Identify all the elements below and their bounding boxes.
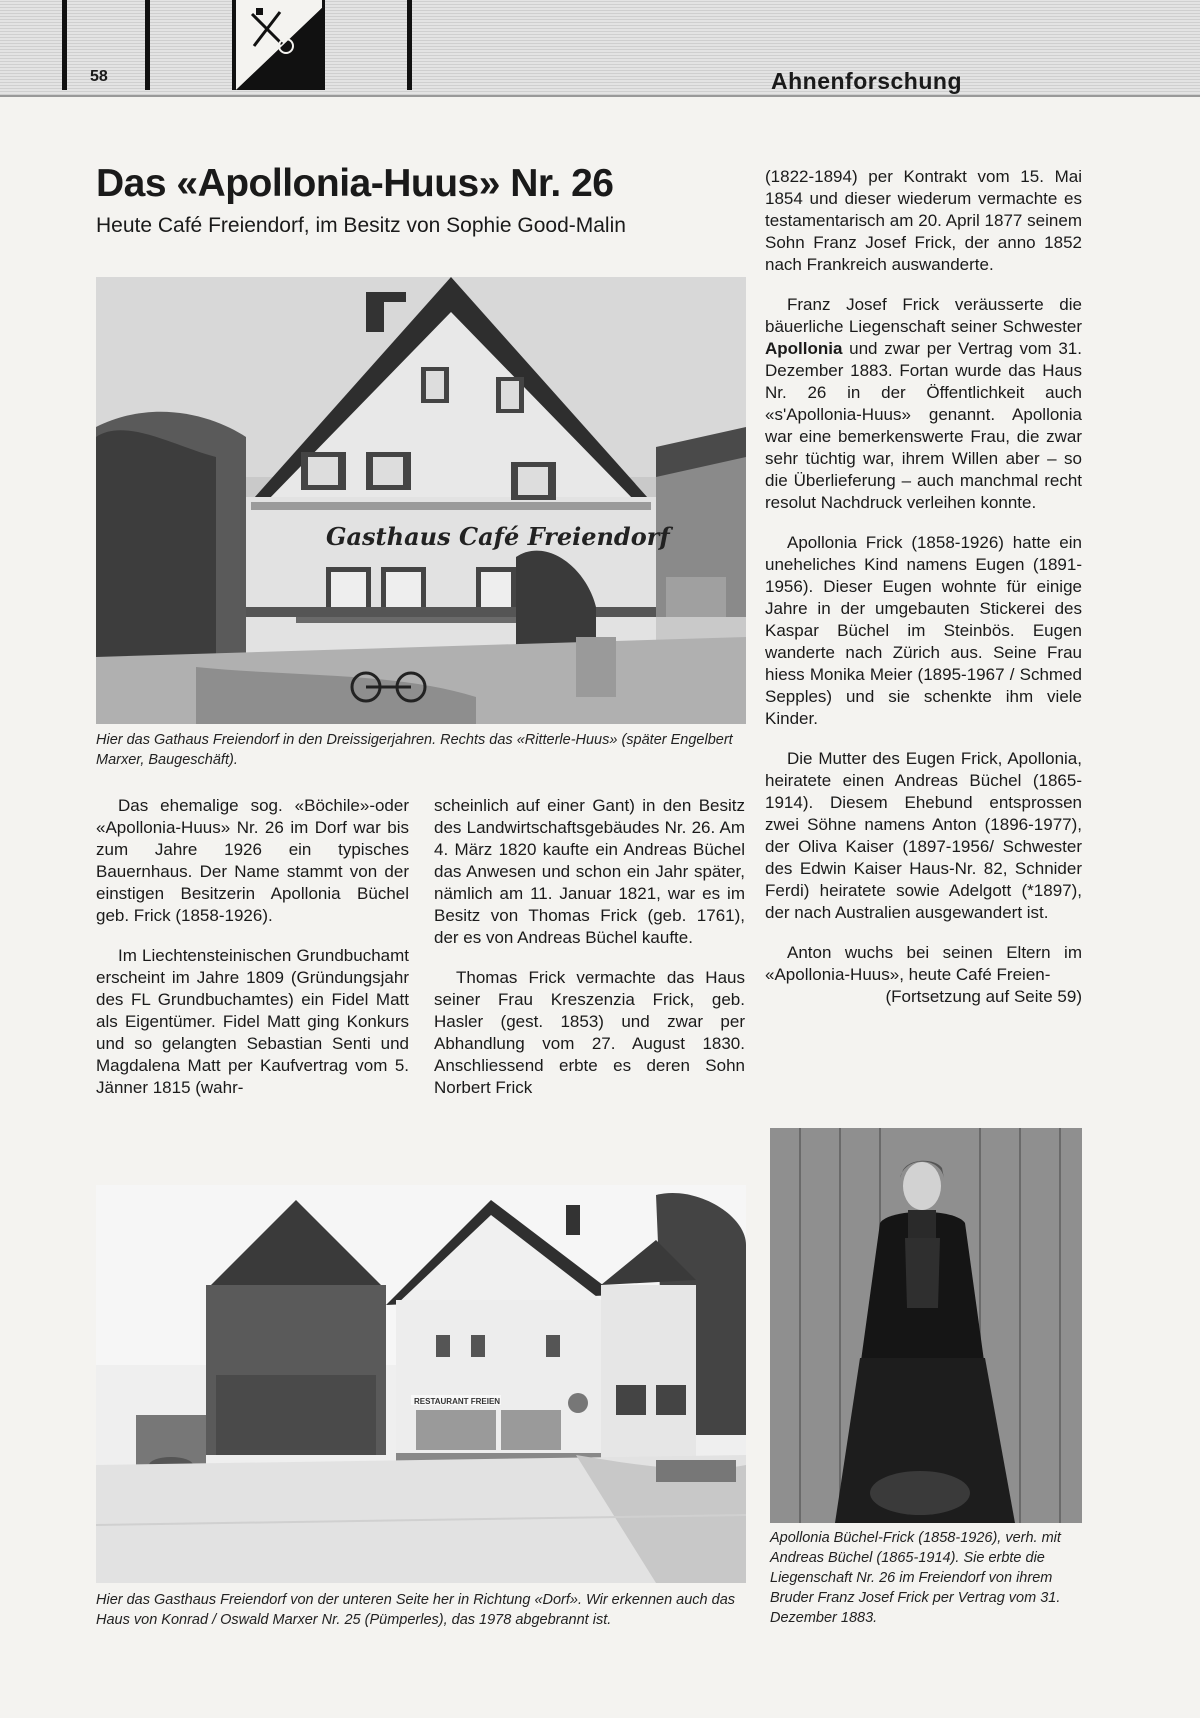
paragraph: Im Liechtensteinischen Grundbuchamt erscheint im Jahre 1809 (Gründungsjahr des FL Grundbuchamtes) ein Fidel Matt als Eigentümer. Fidel Matt ging Konkurs und so gelangten Sebastian Senti und Magdalena Matt per Kaufvertrag vom 5. Jänner 1815 (wahr-: [96, 946, 409, 1097]
paragraph: Die Mutter des Eugen Frick, Apollonia, heiratete einen Andreas Büchel (1865-1914). Diesem Ehebund entsprossen zwei Söhne namens Anton (1896-1977), der Oliva Kaiser (1897-1956/ Schwester des Edwin Kaiser Haus-Nr. 82, Schnider Ferdi) heiratete sowie Adelgott (*1897), der nach Australien ausgewandert ist.: [765, 749, 1082, 922]
text-run: Franz Josef Frick veräusserte die bäuerliche Liegenschaft seiner Schwester: [765, 295, 1082, 336]
text-run: und zwar per Vertrag vom 31. Dezember 1883. Fortan wurde das Haus Nr. 26 in der Öffentlichkeit auch «s'Apollonia-Huus» genannt. Apollonia war eine bemerkenswerte Frau, die zwar sehr tüchtig war, ihrem Willen aber – so die Überlieferung – auch manchmal recht resolut Nachdruck verleihen konnte.: [765, 339, 1082, 512]
section-title: Ahnenforschung: [771, 68, 962, 94]
header-rule: [62, 0, 67, 90]
page-subtitle: Heute Café Freiendorf, im Besitz von Sophie Good-Malin: [96, 214, 626, 237]
photo3-caption: Apollonia Büchel-Frick (1858-1926), verh. mit Andreas Büchel (1865-1914). Sie erbte die Liegenschaft Nr. 26 im Freiendorf von ihrem Bruder Franz Josef Frick per Vertrag vom 31. Dezember 1883.: [770, 1530, 1061, 1626]
paragraph: (1822-1894) per Kontrakt vom 15. Mai 1854 und dieser wiederum vermachte es testamentarisch am 20. April 1877 seinem Sohn Franz Josef Frick, der anno 1852 nach Frankreich auswanderte.: [765, 167, 1082, 274]
photo1-caption: Hier das Gathaus Freiendorf in den Dreissigerjahren. Rechts das «Ritterle-Huus» (später Engelbert Marxer, Baugeschäft).: [96, 732, 733, 768]
paragraph: Das ehemalige sog. «Böchile»-oder «Apollonia-Huus» Nr. 26 im Dorf war bis zum Jahre 1926 ein typisches Bauernhaus. Der Name stammt von der einstigen Besitzerin Apollonia Büchel geb. Frick (1858-1926).: [96, 796, 409, 925]
photo-apollonia-portrait: [770, 1128, 1082, 1523]
text-column-2: [434, 795, 745, 1099]
photo-gasthaus-1930s: [96, 277, 746, 724]
photo-gasthaus-street: [96, 1185, 746, 1583]
page-number: 58: [90, 68, 108, 85]
header-rule: [407, 0, 412, 90]
paragraph: Apollonia Frick (1858-1926) hatte ein uneheliches Kind namens Eugen (1891-1956). Dieser Eugen wohnte für einige Jahre in der umgebauten Stickerei des Kaspar Büchel im Steinbös. Eugen wanderte nach Zürich aus. Seine Frau hiess Monika Meier (1895-1967 / Schmed Sepples) und sie schenkte ihm viele Kinder.: [765, 533, 1082, 728]
paragraph: Thomas Frick vermachte das Haus seiner Frau Kreszenzia Frick, geb. Hasler (gest. 1853) und zwar per Abhandlung vom 27. August 1830. Anschliessend erbte es deren Sohn Norbert Frick: [434, 968, 745, 1097]
paragraph: [765, 294, 1082, 514]
photo2-caption: Hier das Gasthaus Freiendorf von der unteren Seite her in Richtung «Dorf». Wir erkennen auch das Haus von Konrad / Oswald Marxer Nr. 25 (Pümperles), das 1978 abgebrannt ist.: [96, 1592, 736, 1628]
paragraph: Anton wuchs bei seinen Eltern im «Apollonia-Huus», heute Café Freien-: [765, 943, 1082, 984]
coat-of-arms-icon: [236, 0, 322, 90]
continued-note: (Fortsetzung auf Seite 59): [885, 987, 1082, 1006]
header-rule: [145, 0, 150, 90]
text-column-3: [765, 166, 1082, 1008]
paragraph: scheinlich auf einer Gant) in den Besitz des Landwirtschaftsgebäudes Nr. 26. Am 4. März 1820 kaufte ein Andreas Büchel das Anwesen und schon ein Jahr später, nämlich am 11. Januar 1821, war es im Besitz von Thomas Frick (geb. 1761), der es von Andreas Büchel kaufte.: [434, 796, 745, 947]
name-apollonia: Apollonia: [765, 339, 843, 358]
sign-text: RESTAURANT FREIEN: [414, 1397, 501, 1406]
text-column-1: [96, 795, 409, 1099]
sign-text: Gasthaus Café Freiendorf: [326, 522, 670, 551]
header-bar: [0, 0, 1200, 97]
page-title: Das «Apollonia-Huus» Nr. 26: [96, 162, 614, 205]
